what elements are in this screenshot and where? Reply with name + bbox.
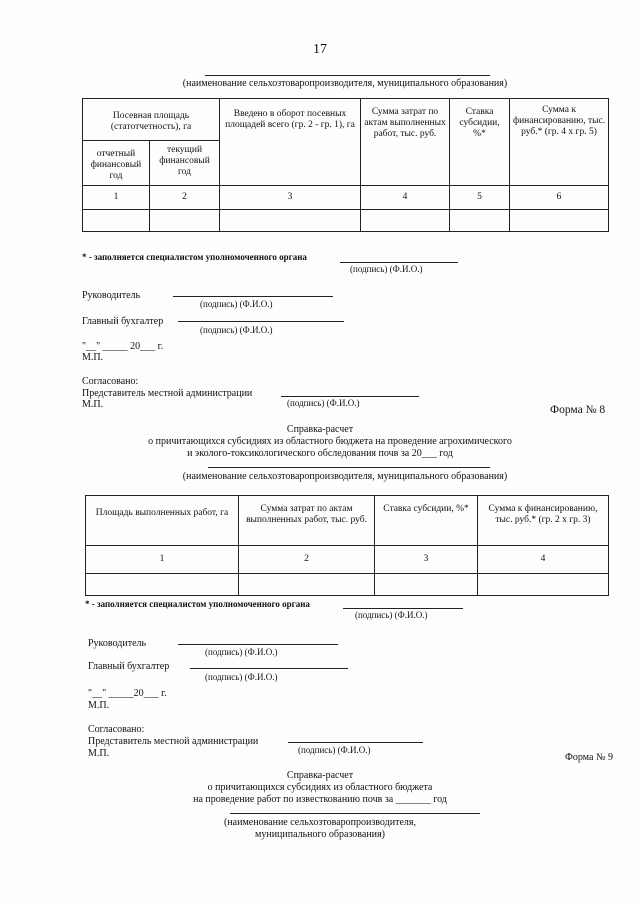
form-label: Форма № 8 bbox=[550, 404, 606, 416]
header-sum: Сумма к финансированию, тыс. руб.* (гр. 2 х гр. 3) bbox=[478, 496, 609, 546]
col-num: 2 bbox=[239, 546, 375, 574]
org-line bbox=[208, 467, 490, 468]
date-line: "__" _____ 20___ г. bbox=[82, 341, 164, 352]
footnote: * - заполняется специалистом уполномоченного органа bbox=[82, 252, 307, 262]
signature-line bbox=[190, 668, 348, 669]
header-prev-year: отчетный финансовый год bbox=[83, 141, 150, 186]
signature-line bbox=[173, 296, 333, 297]
head-label: Руководитель bbox=[88, 638, 147, 649]
subsidy-table-8 bbox=[85, 495, 609, 596]
signature-caption: (подпись) (Ф.И.О.) bbox=[350, 264, 423, 274]
signature-line bbox=[340, 262, 458, 263]
org-caption: (наименование сельхозтоваропроизводителя, муниципального образования) bbox=[182, 471, 508, 482]
table-cell bbox=[478, 574, 609, 596]
col-num: 5 bbox=[450, 185, 510, 209]
stamp-label: М.П. bbox=[88, 700, 110, 711]
table-cell bbox=[450, 209, 510, 231]
col-num: 4 bbox=[361, 185, 450, 209]
signature-caption: (подпись) (Ф.И.О.) bbox=[200, 325, 273, 335]
table-cell bbox=[150, 209, 220, 231]
org-caption: муниципального образования) bbox=[255, 829, 385, 840]
accountant-label: Главный бухгалтер bbox=[82, 316, 164, 327]
signature-line bbox=[178, 321, 344, 322]
agreed-label: Согласовано: bbox=[82, 376, 139, 387]
head-label: Руководитель bbox=[82, 290, 141, 301]
org-caption: (наименование сельхозтоваропроизводителя, bbox=[223, 817, 416, 828]
signature-line bbox=[178, 644, 338, 645]
header-introduced: Введено в оборот посевных площадей всего (гр. 2 - гр. 1), га bbox=[220, 99, 361, 186]
form-label: Форма № 9 bbox=[565, 752, 613, 763]
accountant-label: Главный бухгалтер bbox=[88, 661, 170, 672]
page-number: 17 bbox=[313, 42, 327, 57]
representative-label: Представитель местной администрации bbox=[82, 388, 253, 399]
table-cell bbox=[86, 574, 239, 596]
table-cell bbox=[83, 209, 150, 231]
representative-label: Представитель местной администрации bbox=[88, 736, 259, 747]
signature-caption: (подпись) (Ф.И.О.) bbox=[205, 672, 278, 682]
signature-caption: (подпись) (Ф.И.О.) bbox=[200, 299, 273, 309]
table-cell bbox=[375, 574, 478, 596]
form-title: Справка-расчет bbox=[286, 424, 354, 435]
col-num: 1 bbox=[83, 185, 150, 209]
col-num: 3 bbox=[220, 185, 361, 209]
signature-caption: (подпись) (Ф.И.О.) bbox=[355, 610, 428, 620]
header-costs: Сумма затрат по актам выполненных работ, тыс. руб. bbox=[239, 496, 375, 546]
header-sum: Сумма к финансированию, тыс. руб.* (гр. 4 х гр. 5) bbox=[510, 99, 609, 186]
header-costs: Сумма затрат по актам выполненных работ, тыс. руб. bbox=[361, 99, 450, 186]
footnote: * - заполняется специалистом уполномоченного органа bbox=[85, 599, 310, 609]
signature-caption: (подпись) (Ф.И.О.) bbox=[298, 745, 371, 755]
col-num: 4 bbox=[478, 546, 609, 574]
col-num: 3 bbox=[375, 546, 478, 574]
form-title: и эколого-токсикологического обследования почв за 20___ год bbox=[187, 448, 453, 459]
form-title: о причитающихся субсидиях из областного бюджета на проведение агрохимического bbox=[148, 436, 512, 447]
signature-line bbox=[343, 608, 463, 609]
form-title: о причитающихся субсидиях из областного бюджета bbox=[207, 782, 433, 793]
table-cell bbox=[239, 574, 375, 596]
agreed-label: Согласовано: bbox=[88, 724, 145, 735]
header-rate: Ставка субсидии, %* bbox=[450, 99, 510, 186]
header-sown-area: Посевная площадь (статотчетность), га bbox=[83, 99, 220, 141]
signature-caption: (подпись) (Ф.И.О.) bbox=[287, 398, 360, 408]
stamp-label: М.П. bbox=[88, 748, 110, 759]
stamp-label: М.П. bbox=[82, 352, 104, 363]
table-cell bbox=[510, 209, 609, 231]
signature-line bbox=[288, 742, 423, 743]
org-line bbox=[205, 75, 490, 76]
form-title: Справка-расчет bbox=[286, 770, 354, 781]
col-num: 6 bbox=[510, 185, 609, 209]
signature-caption: (подпись) (Ф.И.О.) bbox=[205, 647, 278, 657]
table-cell bbox=[361, 209, 450, 231]
org-caption: (наименование сельхозтоваропроизводителя, муниципального образования) bbox=[182, 78, 508, 89]
form-title: на проведение работ по известкованию почв за _______ год bbox=[193, 794, 447, 805]
signature-line bbox=[281, 396, 419, 397]
stamp-label: М.П. bbox=[82, 399, 104, 410]
subsidy-table-1 bbox=[82, 98, 609, 232]
header-curr-year: текущий финансовый год bbox=[150, 141, 220, 186]
col-num: 1 bbox=[86, 546, 239, 574]
header-area-done: Площадь выполненных работ, га bbox=[86, 496, 239, 546]
org-line bbox=[230, 813, 480, 814]
header-rate: Ставка субсидии, %* bbox=[375, 496, 478, 546]
col-num: 2 bbox=[150, 185, 220, 209]
table-cell bbox=[220, 209, 361, 231]
date-line: "__" _____20___ г. bbox=[88, 688, 167, 699]
